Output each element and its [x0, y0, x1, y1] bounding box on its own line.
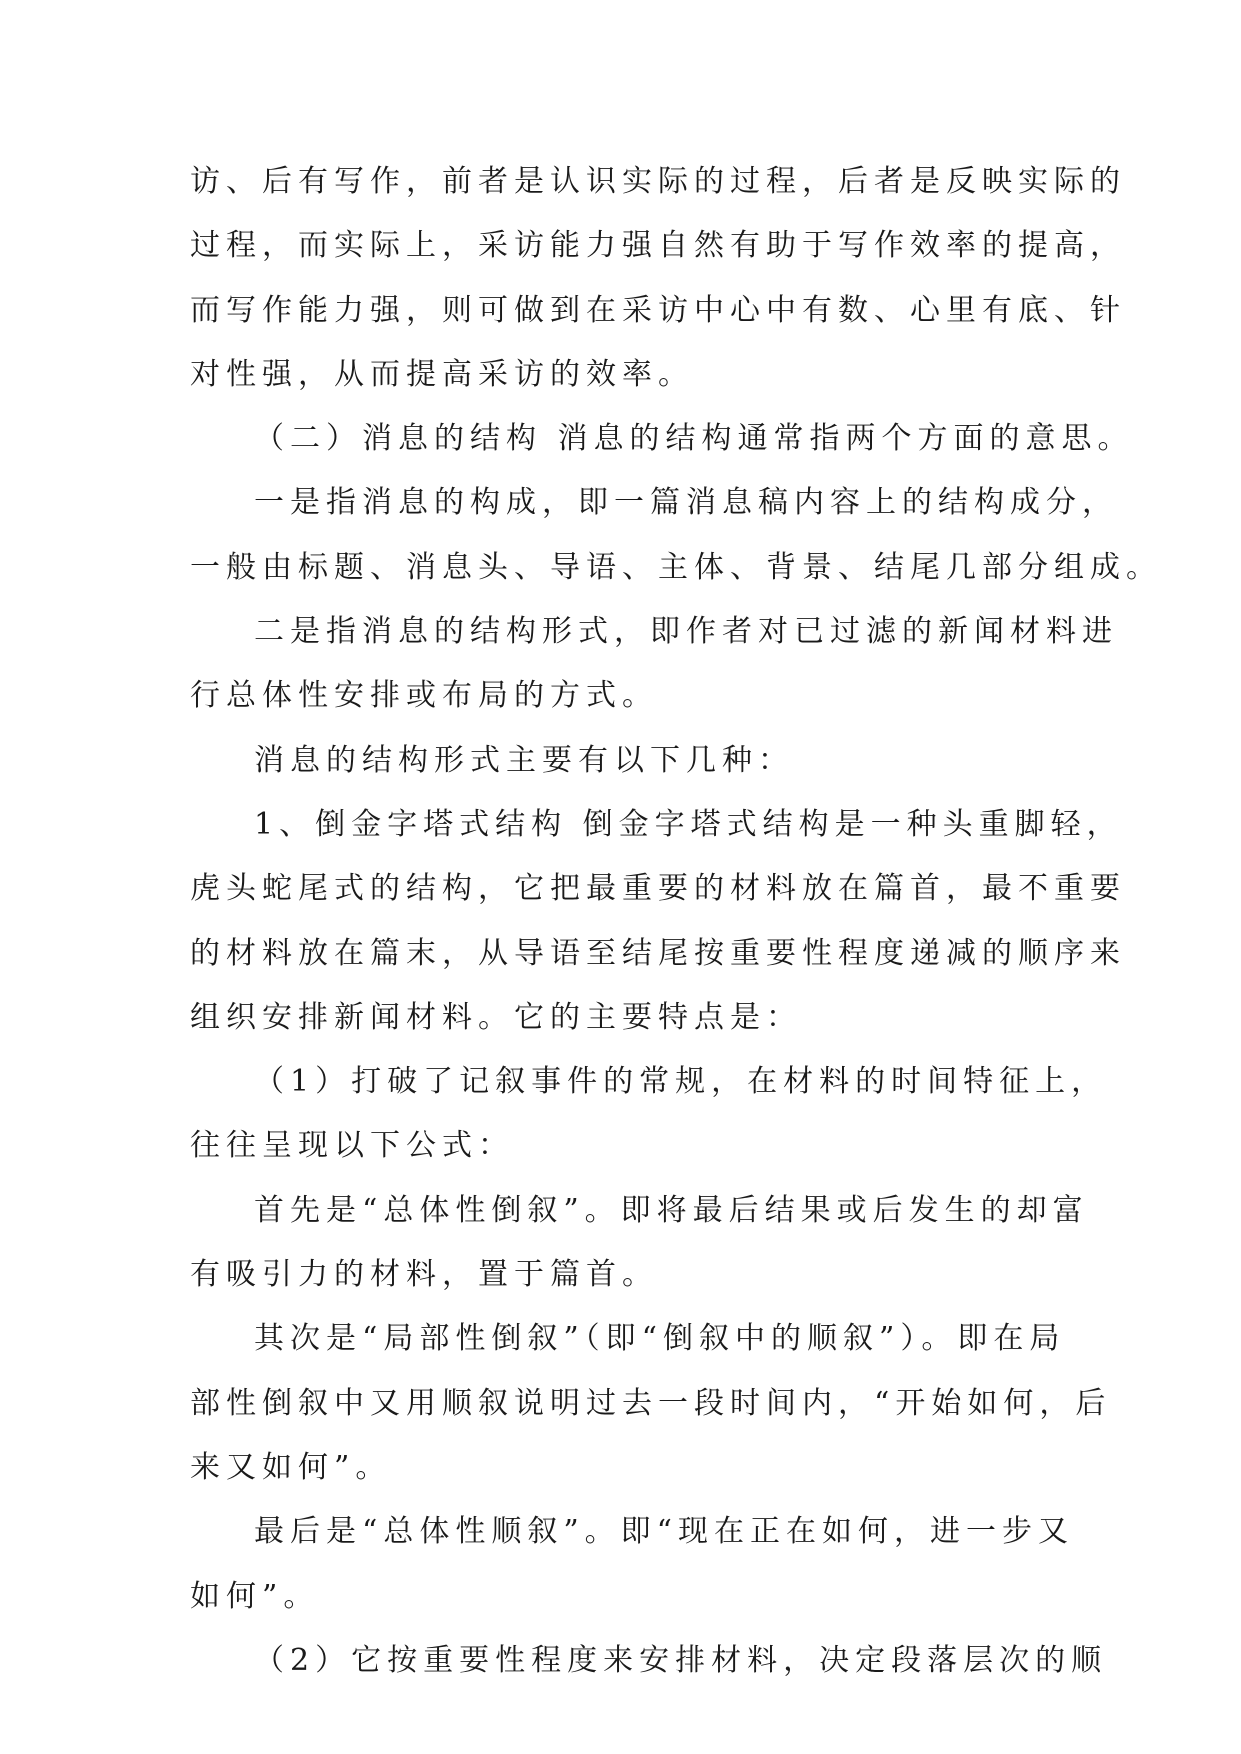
document-page — [190, 150, 1162, 1693]
text-line: （1）打破了记叙事件的常规，在材料的时间特征上， — [254, 1064, 1108, 1100]
text-line: 访、后有写作，前者是认识实际的过程，后者是反映实际的 — [190, 164, 1126, 199]
text-line: 部性倒叙中又用顺叙说明过去一段时间内，“开始如何，后 — [190, 1385, 1112, 1421]
section-heading-line: （二）消息的结构 消息的结构通常指两个方面的意思。 — [254, 421, 1134, 457]
text-line: 对性强，从而提高采访的效率。 — [190, 356, 694, 392]
text-line: 的材料放在篇末，从导语至结尾按重要性程度递减的顺序来 — [190, 935, 1126, 971]
text-line: （2）它按重要性程度来安排材料，决定段落层次的顺 — [254, 1642, 1108, 1678]
text-line: 其次是“局部性倒叙”（即“倒叙中的顺叙”）。即在局 — [254, 1321, 1066, 1357]
text-line: 消息的结构形式主要有以下几种： — [254, 742, 794, 778]
text-line: 组织安排新闻材料。它的主要特点是： — [190, 999, 802, 1035]
text-line: 过程，而实际上，采访能力强自然有助于写作效率的提高， — [190, 228, 1126, 264]
text-line: 一是指消息的构成，即一篇消息稿内容上的结构成分， — [254, 485, 1118, 521]
text-line: 最后是“总体性顺叙”。即“现在正在如何，进一步又 — [254, 1514, 1075, 1550]
text-line: 而写作能力强，则可做到在采访中心中有数、心里有底、针 — [190, 292, 1126, 328]
text-line: 有吸引力的材料，置于篇首。 — [190, 1257, 658, 1293]
text-line: 行总体性安排或布局的方式。 — [190, 678, 658, 714]
text-line: 首先是“总体性倒叙”。即将最后结果或后发生的却富 — [254, 1192, 1089, 1228]
text-line: 来又如何”。 — [190, 1449, 392, 1485]
text-line: 二是指消息的结构形式，即作者对已过滤的新闻材料进 — [254, 614, 1118, 650]
text-line: 如何”。 — [190, 1578, 320, 1614]
text-line: 一般由标题、消息头、导语、主体、背景、结尾几部分组成。 — [190, 549, 1162, 585]
text-line: 往往呈现以下公式： — [190, 1128, 514, 1164]
text-line: 虎头蛇尾式的结构，它把最重要的材料放在篇首，最不重要 — [190, 871, 1126, 907]
subsection-heading-line: 1、倒金字塔式结构 倒金字塔式结构是一种头重脚轻， — [254, 806, 1123, 842]
